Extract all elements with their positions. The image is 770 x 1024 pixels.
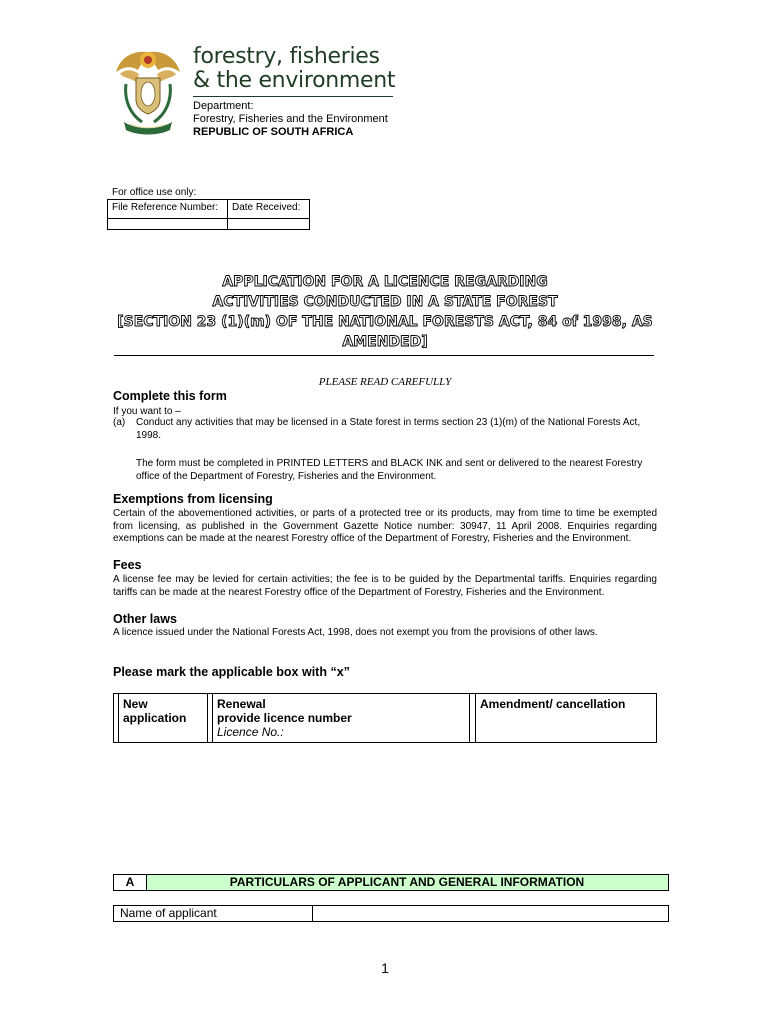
new-label-1: New <box>123 697 148 711</box>
other-laws-text: A licence issued under the National Forests Act, 1998, does not exempt you from the provisions of other laws. <box>113 627 598 638</box>
title-divider <box>114 355 654 356</box>
brand-line-1: forestry, fisheries <box>193 44 380 69</box>
office-use-table <box>107 199 310 230</box>
brand-wordmark <box>193 45 395 93</box>
read-carefully-note: PLEASE READ CAREFULLY <box>318 376 452 388</box>
applicant-name-row <box>113 905 669 922</box>
brand-line-2: & the environment <box>193 68 396 93</box>
exemptions-heading: Exemptions from licensing <box>113 492 273 506</box>
brand-divider <box>193 96 393 97</box>
applicant-name-field[interactable] <box>312 906 668 921</box>
application-type-table <box>113 693 657 743</box>
office-use-label: For office use only: <box>112 187 197 198</box>
exemptions-text: Certain of the abovementioned activities, or parts of a protected tree or its products, may from time to time be exempted from licensing, as published in the Government Gazette Notice number: 30947, 11 April 2008. Enquiries regarding exemptions can be made at the nearest Forestry office of the Department of Forestry, Fisheries and the Environment. <box>113 508 657 544</box>
coat-of-arms-logo <box>112 44 184 138</box>
mark-box-heading: Please mark the applicable box with “x” <box>113 665 350 679</box>
renewal-label-2: provide licence number <box>217 711 352 725</box>
completion-instructions: The form must be completed in PRINTED LETTERS and BLACK INK and sent or delivered to the nearest Forestry office of the Department of Forestry, Fisheries and the Environment. <box>136 458 643 482</box>
page-number: 1 <box>381 960 389 976</box>
form-title <box>100 272 670 352</box>
complete-intro: If you want to – <box>113 406 181 417</box>
amendment-option <box>476 694 657 743</box>
date-received-field[interactable] <box>228 219 310 230</box>
title-line-2: ACTIVITIES CONDUCTED IN A STATE FOREST <box>212 294 558 310</box>
date-received-label: Date Received: <box>228 200 310 219</box>
dept-line-2: Forestry, Fisheries and the Environment <box>193 113 388 125</box>
other-laws-heading: Other laws <box>113 612 177 626</box>
new-application-option <box>119 694 208 743</box>
new-label-2: application <box>123 711 187 725</box>
section-a-header <box>113 874 669 891</box>
complete-form-heading: Complete this form <box>113 389 227 403</box>
department-block <box>193 100 388 139</box>
dept-line-3: REPUBLIC OF SOUTH AFRICA <box>193 126 354 138</box>
section-a-title: PARTICULARS OF APPLICANT AND GENERAL INFORMATION <box>229 875 585 889</box>
item-a-label: (a) <box>113 417 126 428</box>
section-a-letter: A <box>114 875 147 890</box>
applicant-name-label: Name of applicant <box>120 906 217 920</box>
title-line-4: AMENDED] <box>342 334 428 350</box>
title-line-1: APPLICATION FOR A LICENCE REGARDING <box>222 274 548 290</box>
fees-heading: Fees <box>113 558 142 572</box>
licence-number-label: Licence No.: <box>217 725 284 739</box>
title-line-3: [SECTION 23 (1)(m) OF THE NATIONAL FORESTS ACT, 84 of 1998, AS <box>117 314 653 330</box>
item-a-text: Conduct any activities that may be licensed in a State forest in terms section 23 (1)(m) of the National Forests Act, 1998. <box>136 417 641 441</box>
renewal-option <box>213 694 470 743</box>
amendment-label: Amendment/ cancellation <box>480 697 626 711</box>
dept-line-1: Department: <box>193 100 254 112</box>
file-reference-label: File Reference Number: <box>108 200 228 219</box>
renewal-label-1: Renewal <box>217 697 266 711</box>
fees-text: A license fee may be levied for certain activities; the fee is to be guided by the Departmental tariffs. Enquiries regarding tariffs can be made at the nearest Forestry office of the Department of Forestry, Fisheries and the Environment. <box>113 574 657 598</box>
file-reference-field[interactable] <box>108 219 228 230</box>
